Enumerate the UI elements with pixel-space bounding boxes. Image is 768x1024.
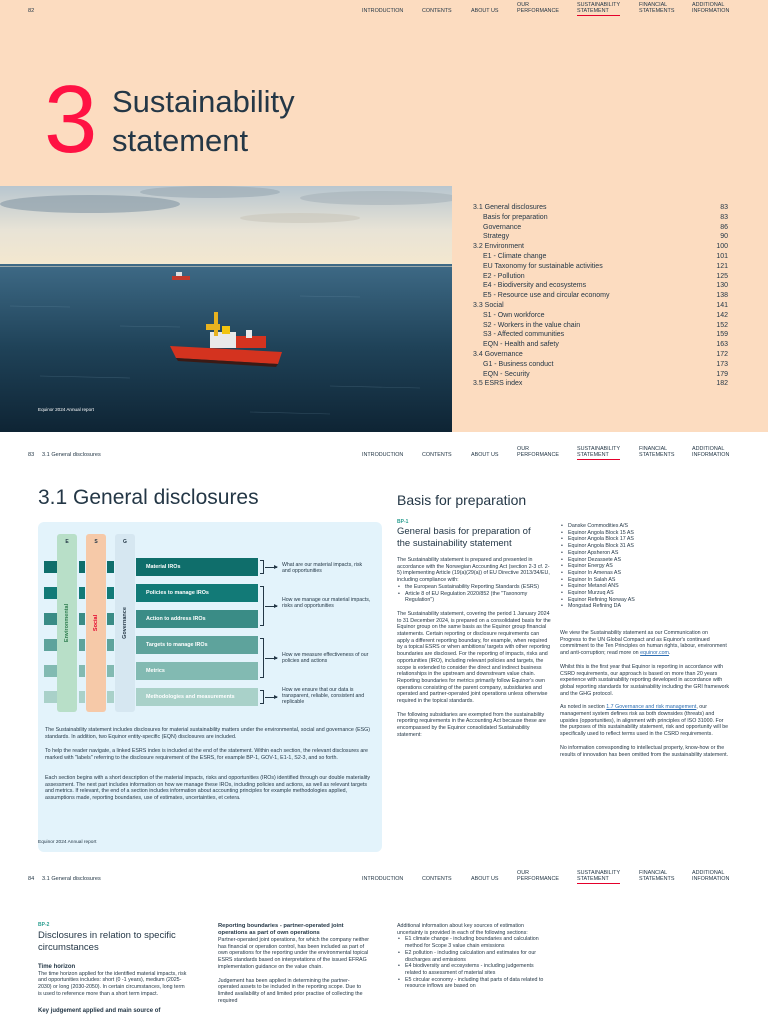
toc-entry-label: 3.4 Governance bbox=[473, 351, 523, 358]
toc-entry-page: 100 bbox=[716, 243, 728, 251]
toc-entry-page: 130 bbox=[716, 282, 728, 290]
toc-entry-page: 83 bbox=[720, 204, 728, 211]
toc-entry[interactable] bbox=[473, 350, 728, 360]
row-stub bbox=[107, 613, 114, 625]
nav-link-financial-statements[interactable] bbox=[639, 870, 674, 882]
equinor-link[interactable]: equinor.com bbox=[640, 650, 669, 657]
toc-entry-page: 172 bbox=[716, 351, 728, 358]
chapter-title-line2: statement bbox=[112, 123, 249, 158]
time-horizon-text: The time horizon applied for the identified material impacts, risk and opportunities includes: short (0 -1 years), medium (2025-2030) or long (2030-2050). In certain circumstances, long term is used to reference more than a short term impact. bbox=[38, 970, 187, 997]
diagram-row-metrics bbox=[44, 662, 258, 680]
nav-link-label: INTRODUCTION bbox=[362, 8, 404, 14]
key-judgement-heading: Key judgement applied and main source of bbox=[38, 1007, 161, 1014]
hero-photo bbox=[0, 186, 452, 432]
bp1-para2: The Sustainability statement, covering the period 1 January 2024 to 31 December 2024, is prepared on a consolidated basis for the Equinor group on the same basis as the Equinor group financial statements. Certain reporting or disclosure requirements can apply a different reporting boundary, for example, when required by a topical ESRS or when ambitions/ targets with other reporting boundaries are disclosed. For the reporting of impacts, risks and opportunities (IRO), including relevant policies and targets, the scope is extended to consider the direct and indirect business relationships in the upstream and downstream value chain. Reporting boundaries for metrics primarily follow Equinor's own operations consisting of the parent company, subsidiaries and operated and partner-operated joint operations unless otherwise required in the topical standards. bbox=[397, 610, 551, 705]
toc-entry-label: S3 - Affected communities bbox=[483, 331, 565, 339]
row-stub bbox=[44, 587, 57, 599]
bracket bbox=[260, 586, 264, 626]
nav-link-label: STATEMENTS bbox=[639, 452, 675, 458]
nav-link-label: INTRODUCTION bbox=[362, 876, 404, 882]
toc-entry-label: E2 - Pollution bbox=[483, 272, 525, 280]
row-stub bbox=[107, 691, 114, 703]
additional-intro: Additional information about key sources of estimation uncertainty is provided in each of the following sections: bbox=[397, 923, 528, 936]
toc-entry-page: 86 bbox=[720, 223, 728, 231]
nav-link-label: ABOUT US bbox=[471, 876, 499, 882]
nav-link-label: STATEMENTS bbox=[639, 8, 675, 14]
subsidiary-item: • Equinor In Salah AS bbox=[560, 577, 730, 584]
toc-entry-label: 3.3 Social bbox=[473, 302, 504, 309]
nav-link-our-performance[interactable] bbox=[517, 446, 559, 458]
right-para3-text-b: , our management system defines risk as both downsides (threats) and upsides (opportunities), in alignment with principles of ISO 31000. For the purposes of this sustainability statement, risk and opportunity will be specifically used to reflect terms used in the CSRD requirements. bbox=[560, 704, 729, 738]
diagram-row-actions bbox=[44, 610, 258, 628]
subsidiary-item: • Equinor Dezassete AS bbox=[560, 557, 730, 564]
nav-link-our-performance[interactable] bbox=[517, 2, 559, 14]
toc-entry-label: S2 - Workers in the value chain bbox=[483, 321, 581, 329]
hero-caption: Equinor 2024 Annual report bbox=[38, 407, 94, 412]
basis-heading: Basis for preparation bbox=[397, 492, 527, 508]
col-letter-e: E bbox=[65, 539, 69, 545]
row-stub bbox=[79, 691, 85, 703]
nav-link-label: SUSTAINABILITY bbox=[577, 446, 621, 452]
boundaries-heading-line2: operations as part of own operations bbox=[218, 930, 320, 936]
bp1-para3: The following subsidiaries are exempted from the sustainability reporting requirements in the Accounting Act because these are encompassed by the Equinor consolidated Sustainability statement: bbox=[397, 711, 546, 738]
page-section-label: 3.1 General disclosures bbox=[42, 876, 101, 882]
row-label: Material IROs bbox=[136, 558, 258, 576]
subsidiary-item: • Equinor Angola Block 17 AS bbox=[560, 536, 730, 543]
nav-link-label: FINANCIAL bbox=[639, 2, 668, 8]
col-letter-s: S bbox=[94, 539, 98, 545]
arrow-icon bbox=[265, 697, 277, 698]
toc-entry[interactable] bbox=[483, 232, 728, 242]
toc-entry-label: E5 - Resource use and circular economy bbox=[483, 292, 610, 300]
diagram-paragraph: To help the reader navigate, a linked ESRS index is included at the end of the statement. Within each section, the relevant disclosures are marked with "labels" referring to the disclosure requirement of the ESRS, for example BP-1, GOV-1, E1-1, S2-3, and so forth. bbox=[45, 748, 369, 761]
bp1-para1: The Sustainability statement is prepared and presented in accordance with the Norwegian Accounting Act (section 2-3 cf. 2-5) implementing Article (19(a)(29(a)) of EU Directive 2013/34/EU, including compliance with: bbox=[397, 557, 550, 584]
diagram-row-methodologies bbox=[44, 688, 258, 706]
diagram-row-material-iros bbox=[44, 558, 258, 576]
right-para3 bbox=[560, 704, 730, 738]
toc-entry[interactable] bbox=[483, 272, 728, 282]
nav-link-label: ADDITIONAL bbox=[692, 870, 725, 876]
toc-entry-page: 159 bbox=[716, 331, 728, 339]
nav-link-introduction[interactable] bbox=[362, 8, 403, 14]
toc-entry[interactable] bbox=[483, 291, 728, 301]
toc-entry[interactable] bbox=[483, 321, 728, 331]
toc-entry[interactable] bbox=[483, 213, 728, 223]
toc-entry-label: Governance bbox=[483, 223, 522, 231]
right-para1: We view the Sustainability statement as our Communication on Progress to the UN Global Compact and as Equinor's continued commitment to the Ten Principles on human rights, labour, environment and anti-corruption; read more on equinor.com. bbox=[560, 630, 727, 657]
toc-entry-page: 83 bbox=[720, 213, 728, 221]
row-stub bbox=[44, 639, 57, 651]
toc-entry-label: EQN - Health and safety bbox=[483, 341, 559, 349]
nav-link-about-us[interactable] bbox=[471, 876, 498, 882]
toc-entry-label: 3.5 ESRS index bbox=[473, 380, 523, 388]
nav-link-label: FINANCIAL bbox=[639, 446, 668, 452]
toc-entry[interactable] bbox=[483, 330, 728, 340]
row-label: Metrics bbox=[136, 662, 258, 680]
toc-entry[interactable] bbox=[483, 360, 728, 370]
boundaries-heading-line1: Reporting boundaries - partner-operated joint bbox=[218, 923, 344, 929]
nav-link-label: PERFORMANCE bbox=[517, 8, 559, 14]
toc-entry-page: 163 bbox=[716, 341, 728, 349]
nav-link-label: ABOUT US bbox=[471, 452, 499, 458]
toc-entry[interactable] bbox=[473, 242, 728, 252]
nav-link-label: OUR bbox=[517, 870, 529, 876]
row-stub bbox=[44, 691, 57, 703]
subsidiaries-list-wrap bbox=[560, 523, 730, 610]
subsidiary-item: • Equinor Refining Norway AS bbox=[560, 597, 730, 604]
boundaries-heading bbox=[218, 923, 370, 937]
row-stub bbox=[107, 665, 114, 677]
subsidiary-item: • Equinor Metanol ANS bbox=[560, 583, 730, 590]
col-label-governance: Governance bbox=[122, 607, 128, 639]
nav-link-label: STATEMENT bbox=[577, 452, 609, 458]
right-para2: Whilst this is the first year that Equinor is reporting in accordance with CSRD requirements, our approach is based on more than 20 years experience with sustainability reporting developed in accordance with global reporting standards for sustainability including the GRI framework and the GHG protocol. bbox=[560, 663, 729, 697]
col-letter-g: G bbox=[123, 539, 127, 545]
nav-link-label: OUR bbox=[517, 2, 529, 8]
col-label-social: Social bbox=[93, 614, 99, 632]
question-text: What are our material impacts, risk and opportunities bbox=[282, 562, 363, 575]
question-text: How we measure effectiveness of our policies and actions bbox=[282, 652, 369, 665]
time-horizon-block bbox=[38, 964, 188, 1014]
toc-entry-label: 3.2 Environment bbox=[473, 243, 524, 251]
boundaries-text: Partner-operated joint operations, for which the company neither has financial or operation control, has been included as part of own operations for the reporting under the environmental topical ESRS standards based on interpretations of the issued EFRAG implementation guidance on the value chain. bbox=[218, 937, 370, 970]
list-item: • Article 8 of EU Regulation 2020/852 (the "Taxonomy Regulation") bbox=[397, 591, 551, 604]
nav-link-label: INTRODUCTION bbox=[362, 452, 404, 458]
chapter-number: 3 bbox=[44, 66, 98, 173]
toc-entry[interactable] bbox=[473, 203, 728, 213]
row-label: Targets to manage IROs bbox=[136, 636, 258, 654]
question-text: How we manage our material impacts, risks and opportunities bbox=[282, 597, 371, 610]
nav-link-label: PERFORMANCE bbox=[517, 876, 559, 882]
nav-link-additional-information[interactable] bbox=[692, 2, 729, 14]
list-item: • E5 circular economy - including that parts of data related to resource inflows are based on bbox=[397, 977, 547, 990]
list-item: • the European Sustainability Reporting Standards (ESRS) bbox=[397, 584, 551, 591]
right-para3-text: As noted in section bbox=[560, 704, 605, 711]
row-label: Action to address IROs bbox=[136, 610, 258, 628]
diagram-row-targets bbox=[44, 636, 258, 654]
row-label: Methodologies and measurements bbox=[136, 688, 258, 706]
bp2-title-line1: Disclosures in relation to specific bbox=[38, 930, 176, 941]
col-label-environmental: Environmental bbox=[64, 603, 70, 643]
row-stub bbox=[44, 665, 57, 677]
additional-bullets bbox=[397, 936, 547, 990]
page-82 bbox=[0, 0, 768, 432]
nav-link-label: INFORMATION bbox=[692, 8, 730, 14]
toc-entry-label: E1 - Climate change bbox=[483, 253, 547, 260]
nav-link-sustainability-statement[interactable] bbox=[577, 870, 620, 882]
additional-info-block bbox=[397, 923, 547, 990]
bp1-body bbox=[397, 557, 551, 739]
nav-link-contents[interactable] bbox=[422, 876, 452, 882]
nav-link-introduction[interactable] bbox=[362, 876, 403, 882]
nav-link-about-us[interactable] bbox=[471, 8, 498, 14]
nav-link-contents[interactable] bbox=[422, 8, 452, 14]
row-stub bbox=[44, 613, 57, 625]
arrow-icon bbox=[265, 606, 277, 607]
nav-link-financial-statements[interactable] bbox=[639, 2, 674, 14]
bp2-title-line2: circumstances bbox=[38, 941, 99, 953]
bp1-title-line2: the sustainability statement bbox=[397, 537, 512, 549]
nav-link-label: CONTENTS bbox=[422, 8, 452, 14]
toc-entry-page: 173 bbox=[716, 360, 728, 368]
nav-link-label: ADDITIONAL bbox=[692, 446, 725, 452]
row-stub bbox=[79, 639, 85, 651]
nav-link-additional-information[interactable] bbox=[692, 446, 729, 458]
row-stub bbox=[107, 561, 114, 573]
page-number: 83 bbox=[28, 452, 35, 458]
nav-link-label: CONTENTS bbox=[422, 876, 452, 882]
row-stub bbox=[44, 561, 57, 573]
list-item: • E4 biodiversity and ecosystems - including judgements related to assessment of material sites bbox=[397, 963, 547, 976]
nav-link-label: ADDITIONAL bbox=[692, 2, 725, 8]
toc-entry[interactable] bbox=[473, 301, 728, 311]
page-83 bbox=[0, 444, 768, 856]
toc-entry-page: 90 bbox=[720, 233, 728, 241]
bracket bbox=[260, 690, 264, 704]
toc-entry-page: 125 bbox=[716, 272, 728, 280]
nav-link-label: SUSTAINABILITY bbox=[577, 870, 621, 876]
nav-link-label: CONTENTS bbox=[422, 452, 452, 458]
right-para1-text: We view the Sustainability statement as our Communication on Progress to the UN Global Compact and as Equinor's continued commitment to the Ten Principles on human rights, labour, environment and anti-corruption; read more on bbox=[560, 630, 727, 657]
toc-entry-page: 179 bbox=[716, 370, 728, 378]
nav-link-label: PERFORMANCE bbox=[517, 452, 559, 458]
nav-link-contents[interactable] bbox=[422, 452, 452, 458]
bp1-title bbox=[397, 526, 531, 549]
nav-link-our-performance[interactable] bbox=[517, 870, 559, 882]
nav-link-label: FINANCIAL bbox=[639, 870, 668, 876]
nav-link-label: SUSTAINABILITY bbox=[577, 2, 621, 8]
toc-entry-label: EU Taxonomy for sustainable activities bbox=[483, 262, 603, 270]
subsidiary-item: • Equinor In Amenas AS bbox=[560, 570, 730, 577]
toc-entry-page: 152 bbox=[716, 321, 728, 329]
list-item: • E2 pollution - including calculation and estimates for our discharges and emissions bbox=[397, 950, 547, 963]
top-nav bbox=[0, 868, 768, 892]
bp1-tag: BP-1 bbox=[397, 519, 409, 525]
nav-link-introduction[interactable] bbox=[362, 452, 403, 458]
toc-entry-page: 138 bbox=[716, 292, 728, 300]
nav-link-sustainability-statement[interactable] bbox=[577, 446, 620, 458]
bp2-tag: BP-2 bbox=[38, 922, 50, 928]
toc-entry[interactable] bbox=[473, 379, 728, 389]
toc-entry-label: 3.1 General disclosures bbox=[473, 204, 547, 211]
page-84 bbox=[0, 868, 768, 1024]
subsidiary-item: • Equinor Angola Block 15 AS bbox=[560, 530, 730, 537]
nav-link-about-us[interactable] bbox=[471, 452, 498, 458]
nav-link-label: ABOUT US bbox=[471, 8, 499, 14]
diagram-paragraph: The Sustainability statement includes disclosures for material sustainability matters under the environmental, social and governance (ESG) standards. In addition, two Equinor entity-specific (EQN) disclosures are included. bbox=[45, 727, 371, 740]
top-nav bbox=[0, 444, 768, 468]
toc-entry-page: 182 bbox=[716, 380, 728, 388]
page-number: 82 bbox=[28, 8, 35, 14]
subsidiary-item: • Equinor Angola Block 31 AS bbox=[560, 543, 730, 550]
subsidiary-item: • Mongstad Refining DA bbox=[560, 603, 730, 610]
hero-sea-image bbox=[0, 186, 452, 432]
toc-entry-label: Basis for preparation bbox=[483, 213, 548, 221]
boundaries-block bbox=[218, 923, 370, 1004]
top-nav bbox=[0, 0, 768, 24]
governance-link[interactable]: 1.7 Governance and risk management bbox=[606, 704, 697, 711]
toc-entry-page: 142 bbox=[716, 311, 728, 319]
nav-link-sustainability-statement[interactable] bbox=[577, 2, 620, 14]
toc-entry-label: EQN - Security bbox=[483, 370, 530, 378]
judgement-text: Judgement has been applied in determining the partner-operated assets to be included in the reporting scope. Due to limited availability of and limited prior practise of collecting the required bbox=[218, 977, 363, 1004]
toc-entry-label: E4 - Biodiversity and ecosystems bbox=[483, 282, 587, 290]
toc-entry-label: S1 - Own workforce bbox=[483, 311, 545, 319]
nav-link-label: INFORMATION bbox=[692, 876, 730, 882]
subsidiary-item: • Equinor Energy AS bbox=[560, 563, 730, 570]
nav-link-label: STATEMENT bbox=[577, 8, 609, 14]
row-stub bbox=[107, 587, 114, 599]
row-stub bbox=[79, 613, 85, 625]
toc-entry[interactable] bbox=[483, 262, 728, 272]
toc-entry-label: G1 - Business conduct bbox=[483, 360, 554, 368]
row-stub bbox=[79, 665, 85, 677]
bp2-title bbox=[38, 930, 176, 953]
arrow-icon bbox=[265, 658, 277, 659]
disclosure-structure-diagram bbox=[38, 522, 382, 852]
row-stub bbox=[79, 561, 85, 573]
chapter-title bbox=[112, 82, 295, 160]
nav-link-label: INFORMATION bbox=[692, 452, 730, 458]
diagram-paragraph: Each section begins with a short description of the material impacts, risks and opportunities (IROs) identified through our double materiality assessment. The next part includes information on how we manage these IROs, including policies and actions, as well as relevant targets and metrics. If relevant, the end of a section includes information about accounting principles for example methodologies applied, assumptions made, reporting boundaries, use of estimates, uncertainties, et cetera. bbox=[45, 775, 371, 801]
subsidiaries-list bbox=[560, 523, 730, 610]
nav-link-financial-statements[interactable] bbox=[639, 446, 674, 458]
subsidiary-item: • Equinor Apsheron AS bbox=[560, 550, 730, 557]
time-horizon-heading: Time horizon bbox=[38, 964, 76, 970]
toc-entry[interactable] bbox=[483, 223, 728, 233]
page-number: 84 bbox=[28, 876, 35, 882]
list-item: • E1 climate change - including boundaries and calculation method for Scope 3 value chain emissions bbox=[397, 936, 547, 949]
subsidiary-item: • Equinor Murzuq AS bbox=[560, 590, 730, 597]
bracket bbox=[260, 560, 264, 574]
arrow-icon bbox=[265, 567, 277, 568]
toc-entry-page: 101 bbox=[716, 253, 728, 260]
toc-entry[interactable] bbox=[483, 281, 728, 291]
toc-entry-page: 141 bbox=[716, 302, 728, 309]
nav-link-label: STATEMENT bbox=[577, 876, 609, 882]
nav-link-label: OUR bbox=[517, 446, 529, 452]
nav-link-additional-information[interactable] bbox=[692, 870, 729, 882]
table-of-contents bbox=[452, 186, 768, 432]
toc-entry-page: 121 bbox=[716, 262, 728, 270]
row-stub bbox=[79, 587, 85, 599]
section-heading: 3.1 General disclosures bbox=[38, 486, 259, 509]
row-stub bbox=[107, 639, 114, 651]
toc-entry-label: Strategy bbox=[483, 233, 510, 241]
nav-link-label: STATEMENTS bbox=[639, 876, 675, 882]
bp1-right-body bbox=[560, 630, 730, 758]
chapter-title-line1: Sustainability bbox=[112, 84, 295, 119]
page-footer: Equinor 2024 Annual report bbox=[38, 840, 97, 845]
toc-entry[interactable] bbox=[483, 252, 728, 262]
bracket bbox=[260, 638, 264, 678]
question-text: How we ensure that our data is transparent, reliable, consistent and replicable bbox=[282, 687, 365, 706]
row-label: Policies to manage IROs bbox=[136, 584, 258, 602]
toc-entry[interactable] bbox=[483, 311, 728, 321]
page-section-label: 3.1 General disclosures bbox=[42, 452, 101, 458]
subsidiary-item: • Danske Commodities A/S bbox=[560, 523, 730, 530]
diagram-row-policies bbox=[44, 584, 258, 602]
toc-entry[interactable] bbox=[483, 340, 728, 350]
right-para4: No information corresponding to intellectual property, know-how or the results of innovation has been omitted from the sustainability statement. bbox=[560, 744, 729, 758]
bp1-title-line1: General basis for preparation of bbox=[397, 526, 531, 537]
toc-entry[interactable] bbox=[483, 370, 728, 380]
bp1-bullets bbox=[397, 584, 551, 604]
